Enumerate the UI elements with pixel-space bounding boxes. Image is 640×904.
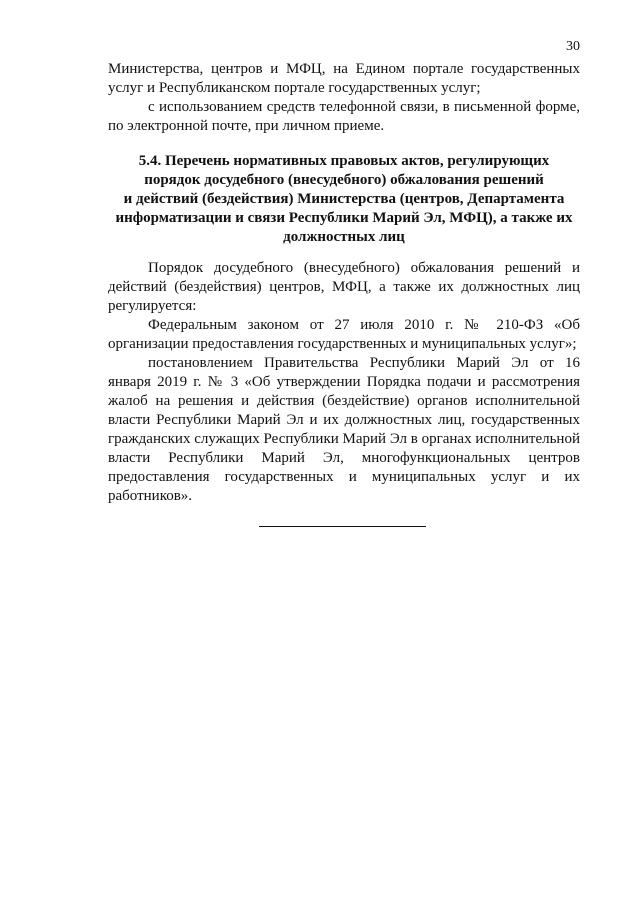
intro-paragraph: Министерства, центров и МФЦ, на Едином портале государственных услуг и Республиканском портале государственных услуг; [108, 61, 580, 96]
section-heading-line: и действий (бездействия) Министерства (центров, Департамента [123, 191, 565, 207]
section-heading [108, 152, 580, 247]
section-heading-line: 5.4. Перечень нормативных правовых актов, регулирующих [138, 153, 550, 169]
section-heading-line: порядок досудебного (внесудебного) обжалования решений [144, 172, 544, 188]
page-content [108, 60, 580, 506]
body-paragraph: постановлением Правительства Республики Марий Эл от 16 января 2019 г. № 3 «Об утверждении Порядка подачи и рассмотрения жалоб на решения и действия (бездействие) органов исполнительной власти Республики Марий Эл и их должностных лиц, государственных гражданских служащих Республики Марий Эл в органах исполнительной власти Республики Марий Эл, многофункциональных центров предоставления государственных и муниципальных услуг и их работников». [108, 355, 580, 504]
end-divider-line [259, 526, 426, 527]
section-heading-line: должностных лиц [283, 229, 405, 245]
body-paragraph: Порядок досудебного (внесудебного) обжалования решений и действий (бездействия) центров, МФЦ, а также их должностных лиц регулируется: [108, 260, 580, 314]
page-number: 30 [566, 39, 580, 54]
intro-paragraph: с использованием средств телефонной связи, в письменной форме, по электронной почте, при личном приеме. [108, 99, 580, 134]
section-heading-line: информатизации и связи Республики Марий Эл, МФЦ), а также их [115, 210, 573, 226]
body-paragraph: Федеральным законом от 27 июля 2010 г. № 210-ФЗ «Об организации предоставления государственных и муниципальных услуг»; [108, 317, 580, 352]
